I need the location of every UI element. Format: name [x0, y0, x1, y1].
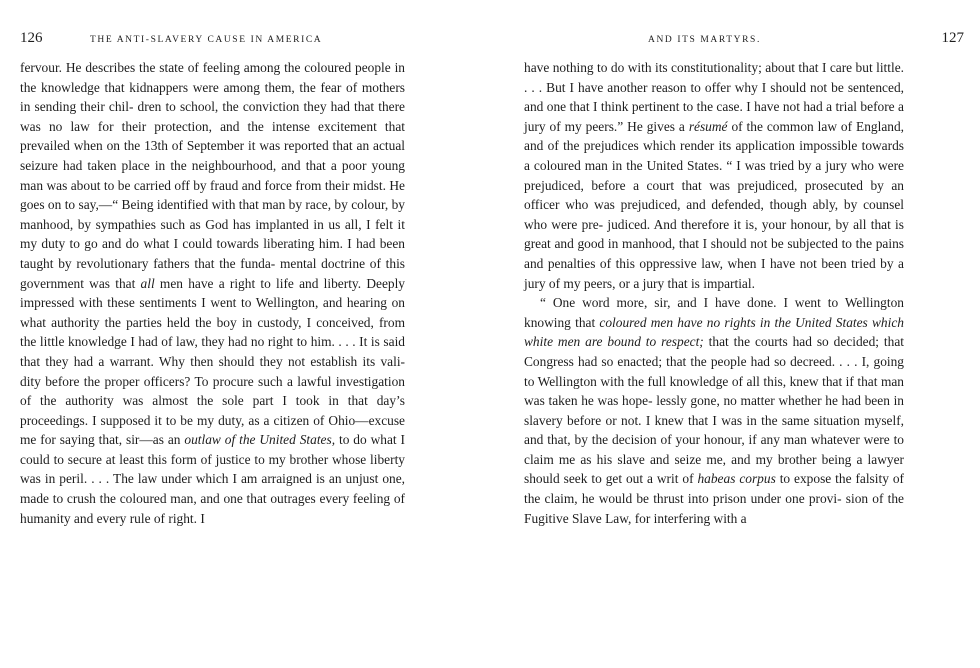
right-paragraph-1 — [524, 58, 904, 293]
right-paragraph-2-italic-habeas: habeas corpus — [697, 471, 776, 487]
left-running-head: THE ANTI-SLAVERY CAUSE IN AMERICA — [90, 35, 323, 45]
left-paragraph-1 — [20, 58, 405, 528]
left-paragraph-1-italic-all: all — [140, 275, 155, 291]
right-page — [500, 0, 980, 668]
left-page-header — [20, 30, 440, 46]
right-paragraph-1-text-a: have nothing to do with its constitutionality; about that I care but little. . . . But I have another reason to offer why I should not be sentenced, and one that I think pertinent to the case. I have not had a trial before a jury of my peers.” He gives a — [524, 60, 904, 134]
right-page-number: 127 — [941, 30, 964, 46]
right-paragraph-2-italic-rights: coloured men have no rights in the United States which white men are bound to respect; — [524, 314, 904, 350]
right-running-head: AND ITS MARTYRS. — [648, 35, 761, 45]
right-paragraph-2-text-b: that the courts had so decided; that Congress had so enacted; that the people had so decreed. . . . I, going to Wellington with the full knowledge of all this, knew that if that man was taken he was hope- lessly gone, no matter whether he had been in slavery before or not. I knew that I was in the same situation myself, and that, by the decision of your honour, if any man whatever were to claim me as his slave and seize me, and my brother being a lawyer should seek to get out a writ of — [524, 334, 904, 487]
right-page-body — [524, 58, 904, 528]
right-paragraph-1-text-b: of the common law of England, and of the prejudices which render its application impossible towards a coloured man in the United States. “ I was tried by a jury who were prejudiced, before a court that was prejudiced, prosecuted by an officer who was prejudiced, and defended, though ably, by counsel who were pre- judiced. And therefore it is, your honour, by all that is great and good in manhood, that I should not be subjected to the pains and penalties of this oppressive law, when I have not been tried by a jury of my peers, or a jury that is impartial. — [524, 118, 904, 291]
right-paragraph-2-text-c: to expose the falsity of the claim, he would be thrust into prison under one provi- sion of the Fugitive Slave Law, for interfering with a — [524, 471, 904, 526]
left-page-body — [20, 58, 405, 528]
right-paragraph-2 — [524, 293, 904, 528]
left-paragraph-1-italic-outlaw: outlaw of the United States, — [184, 432, 336, 448]
left-page-number: 126 — [20, 30, 43, 46]
left-paragraph-1-text-a: fervour. He describes the state of feeling among the coloured people in the knowledge that kidnappers were among them, the fear of mothers in sending their chil- dren to school, the conviction they had that there was no law for their protection, and the intense excitement that prevailed when on the 13th of September it was reported that an actual seizure had taken place in the neighbourhood, and that a poor young man was about to be carried off by fraud and force from their midst. He goes on to say,—“ Being identified with that man by race, by colour, by manhood, by sympathies such as God has implanted in us all, I felt it my duty to go and do what I could towards liberating him. I had been taught by revolutionary fathers that the funda- mental doctrine of this government was that — [20, 60, 405, 291]
left-paragraph-1-text-c: to do what I could to secure at least this form of justice to my brother whose liberty was in peril. . . . The law under which I am arraigned is an unjust one, made to crush the coloured man, and one that outrages every feeling of humanity and every rule of right. I — [20, 432, 405, 526]
right-paragraph-2-text-a: “ One word more, sir, and I have done. I went to Wellington knowing that — [524, 295, 904, 330]
right-paragraph-1-italic-resume: résumé — [688, 118, 728, 134]
left-paragraph-1-text-b: men have a right to life and liberty. Deeply impressed with these sentiments I went to Wellington, and hearing on what authority the parties held the boy in custody, I conceived, from the little knowledge I had of law, they had no right to him. . . . It is said that they had a warrant. Why then should they not establish its vali- dity before the proper officers? To procure such a lawful investigation of the authority was almost the sole part I took in that day’s proceedings. I supposed it to be my duty, as a citizen of Ohio—excuse me for saying that, sir—as an — [20, 275, 405, 448]
right-page-header — [524, 30, 964, 46]
